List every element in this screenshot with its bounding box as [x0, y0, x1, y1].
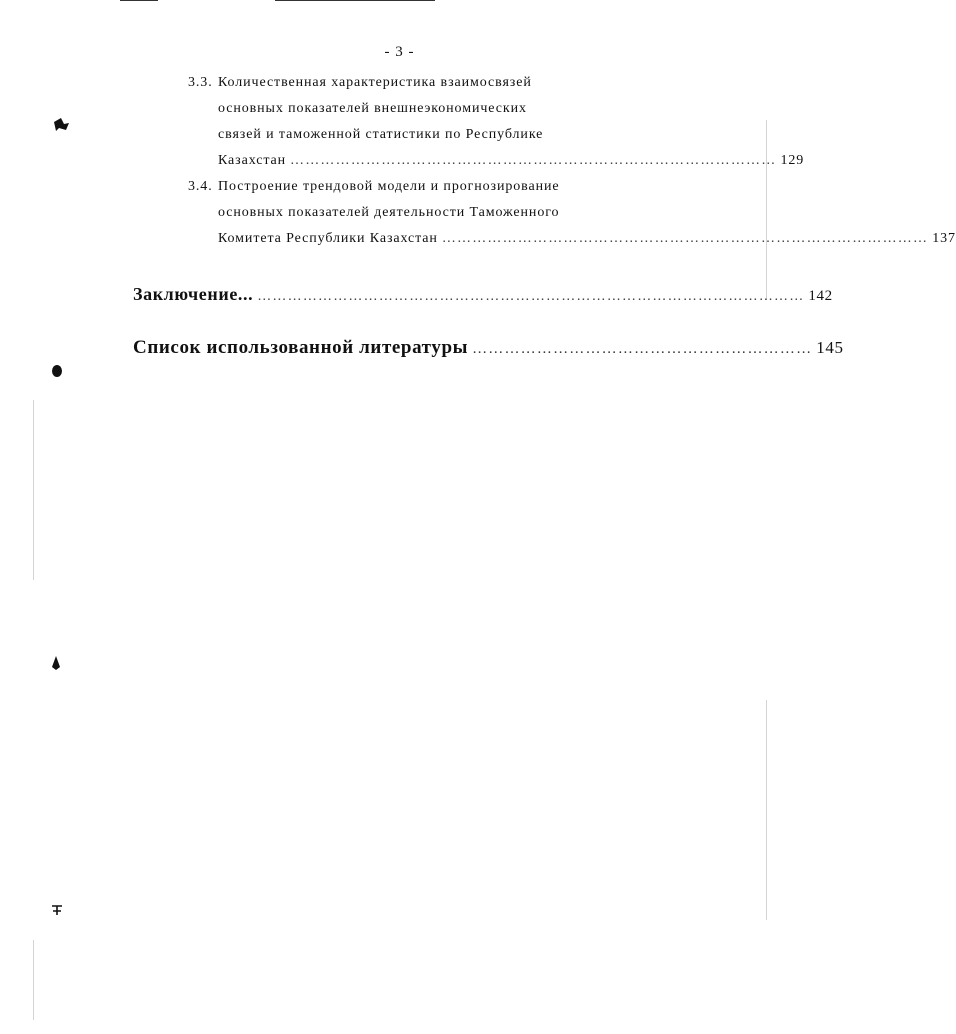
punch-hole-mark-middle	[50, 364, 64, 378]
toc-entry-3-4-line-2: основных показателей деятельности Таможенного	[218, 205, 560, 220]
page-number: - 3 -	[384, 44, 415, 60]
toc-entry-3-4-last-line	[218, 230, 956, 248]
toc-entry-3-3-line-2: основных показателей внешнеэкономических	[218, 101, 527, 116]
toc-entry-3-4-line-3: Комитета Республики Казахстан	[218, 231, 438, 246]
toc-entry-conclusion-page: 142	[808, 288, 833, 304]
toc-entry-3-4-number: 3.4.	[188, 179, 213, 194]
toc-entry-3-3-last-line	[218, 152, 805, 170]
punch-hole-mark-bottom	[50, 903, 64, 917]
punch-hole-mark-lower	[50, 655, 62, 671]
leader-dots: ………………………………………………………………………………………………	[257, 289, 805, 304]
toc-entry-3-3-line-3: связей и таможенной статистики по Республике	[218, 127, 544, 142]
scan-edge-line	[275, 0, 435, 1]
scan-margin-line	[33, 400, 34, 580]
toc-entry-3-3-line-4: Казахстан	[218, 153, 287, 168]
toc-entry-conclusion	[133, 283, 833, 308]
toc-entry-references-page: 145	[816, 338, 844, 357]
scan-margin-line	[33, 940, 34, 1020]
scan-margin-line	[766, 120, 767, 300]
leader-dots: ………………………………………………………	[472, 341, 813, 357]
toc-entry-references-label: Список использованной литературы	[133, 337, 469, 358]
toc-entry-3-3-number: 3.3.	[188, 75, 213, 90]
toc-entry-references	[133, 337, 844, 360]
leader-dots: ……………………………………………………………………………………	[441, 231, 929, 246]
toc-entry-3-3-page: 129	[780, 153, 805, 168]
toc-entry-3-4-line-1: Построение трендовой модели и прогнозирование	[218, 179, 560, 194]
leader-dots: ……………………………………………………………………………………	[290, 153, 777, 168]
toc-entry-3-3-line-1: Количественная характеристика взаимосвязей	[218, 75, 532, 90]
scan-margin-line	[766, 700, 767, 920]
scan-edge-line	[120, 0, 158, 1]
toc-entry-3-4-page: 137	[932, 231, 956, 246]
toc-entry-conclusion-label: Заключение...	[133, 284, 254, 304]
punch-hole-mark-top	[52, 116, 72, 134]
